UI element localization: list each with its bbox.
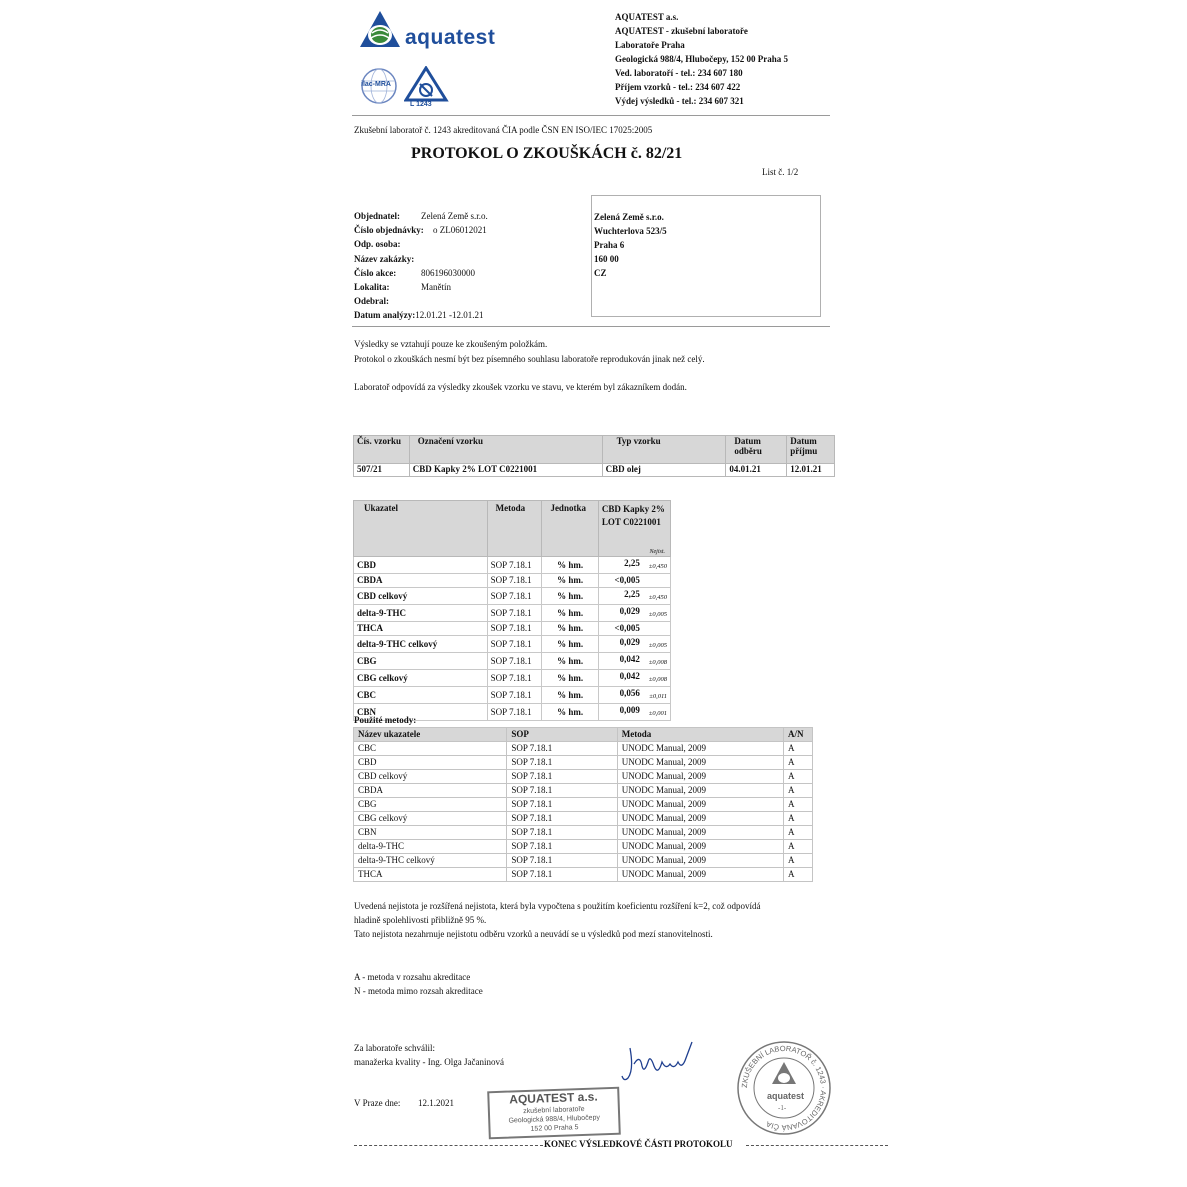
methods-title: Použité metody: (354, 715, 417, 725)
table-row (354, 854, 813, 868)
company-stamp (487, 1087, 621, 1140)
result-value: 0,056 (619, 688, 640, 698)
table-row (354, 784, 813, 798)
result-value: 0,009 (619, 705, 640, 715)
approval-line: manažerka kvality - Ing. Olga Jačaninová (354, 1057, 504, 1067)
page-title: PROTOKOL O ZKOUŠKÁCH č. 82/21 (411, 145, 683, 162)
method-accredited: A (784, 756, 813, 770)
result-method: SOP 7.18.1 (487, 605, 542, 622)
result-value-cell (598, 636, 670, 653)
footer-line-right (746, 1145, 888, 1146)
result-name: CBD (354, 557, 488, 574)
methods-col-header: SOP (507, 728, 617, 742)
cia-badge (404, 66, 452, 110)
method-accredited: A (784, 854, 813, 868)
sample-cell: CBD Kapky 2% LOT C0221001 (409, 464, 602, 477)
address-line: Praha 6 (594, 240, 625, 250)
stamp-line: 152 00 Praha 5 (530, 1124, 579, 1133)
method-name: delta-9-THC (354, 840, 507, 854)
note-line: Výsledky se vztahují pouze ke zkoušeným položkám. (354, 339, 548, 349)
table-row (354, 653, 671, 670)
sample-cell: 04.01.21 (726, 464, 787, 477)
result-unit: % hm. (542, 636, 598, 653)
result-method: SOP 7.18.1 (487, 588, 542, 605)
table-row (354, 557, 671, 574)
uncertainty-line: Uvedená nejistota je rozšířená nejistota, která byla vypočtena s použitím koeficientu rozšíření k=2, což odpovídá (354, 901, 761, 911)
uncertainty-line: hladině spolehlivosti přibližně 95 %. (354, 915, 487, 925)
method-accredited: A (784, 742, 813, 756)
result-method: SOP 7.18.1 (487, 622, 542, 636)
uncertainty-header: Nejist. (649, 549, 665, 555)
method-accredited: A (784, 868, 813, 882)
sample-cell: CBD olej (602, 464, 726, 477)
result-method: SOP 7.18.1 (487, 704, 542, 721)
note-line: Protokol o zkouškách nesmí být bez písemného souhlasu laboratoře reprodukován jinak než celý. (354, 354, 705, 364)
sheet-number: List č. 1/2 (762, 167, 799, 177)
result-method: SOP 7.18.1 (487, 574, 542, 588)
method-reference: UNODC Manual, 2009 (617, 854, 783, 868)
result-uncertainty: ±0,008 (648, 659, 667, 666)
method-sop: SOP 7.18.1 (507, 770, 617, 784)
notes (354, 337, 705, 395)
order-label: Datum analýzy: (354, 310, 416, 321)
stamp-line: Geologická 988/4, Hlubočepy (508, 1114, 601, 1125)
result-name: THCA (354, 622, 488, 636)
sample-col-header: Typ vzorku (602, 436, 726, 464)
seal-icon (736, 1040, 832, 1136)
stamp-line: zkušební laboratoře (523, 1105, 585, 1116)
method-sop: SOP 7.18.1 (507, 826, 617, 840)
order-row (354, 280, 488, 294)
sample-col-header: Datum odběru (726, 436, 787, 464)
seal-inner: aquatest (767, 1091, 805, 1101)
method-accredited: A (784, 770, 813, 784)
result-value-cell (598, 687, 670, 704)
order-info (354, 209, 488, 323)
result-value-cell (598, 622, 670, 636)
date-line (354, 1098, 454, 1108)
address-line: Wuchterlova 523/5 (594, 226, 667, 236)
result-name: delta-9-THC (354, 605, 488, 622)
table-row (354, 636, 671, 653)
method-sop: SOP 7.18.1 (507, 784, 617, 798)
methods-table-header (354, 728, 813, 742)
methods-col-header: Název ukazatele (354, 728, 507, 742)
result-value-cell (598, 557, 670, 574)
sample-col-header: Čís. vzorku (354, 436, 410, 464)
results-col-header (598, 501, 670, 557)
result-unit: % hm. (542, 687, 598, 704)
legend-line: N - metoda mimo rozsah akreditace (354, 986, 483, 996)
company-line: AQUATEST a.s. (615, 12, 679, 22)
result-unit: % hm. (542, 588, 598, 605)
method-name: CBG (354, 798, 507, 812)
legend-line: A - metoda v rozsahu akreditace (354, 972, 471, 982)
table-row (354, 464, 835, 477)
table-row (354, 840, 813, 854)
sample-col-header: Označení vzorku (409, 436, 602, 464)
result-uncertainty: ±0,450 (648, 563, 667, 570)
method-reference: UNODC Manual, 2009 (617, 784, 783, 798)
table-row (354, 798, 813, 812)
result-unit: % hm. (542, 653, 598, 670)
result-value-cell (598, 605, 670, 622)
order-value: 806196030000 (421, 267, 475, 278)
approval-block (354, 1041, 504, 1069)
method-accredited: A (784, 784, 813, 798)
method-name: CBG celkový (354, 812, 507, 826)
result-name: CBC (354, 687, 488, 704)
result-value-cell (598, 588, 670, 605)
result-name: CBDA (354, 574, 488, 588)
table-row (354, 812, 813, 826)
company-line: AQUATEST - zkušební laboratoře (615, 26, 748, 36)
result-value-cell (598, 574, 670, 588)
result-value: 0,029 (619, 606, 640, 616)
sample-cell: 12.01.21 (787, 464, 835, 477)
result-value: 2,25 (624, 558, 640, 568)
result-name: CBN (354, 704, 488, 721)
results-col-header: Jednotka (542, 501, 598, 557)
order-row (354, 209, 488, 223)
method-reference: UNODC Manual, 2009 (617, 868, 783, 882)
result-unit: % hm. (542, 557, 598, 574)
methods-col-header: Metoda (617, 728, 783, 742)
accreditation-note: Zkušební laboratoř č. 1243 akreditovaná ČIA podle ČSN EN ISO/IEC 17025:2005 (354, 125, 653, 135)
table-row (354, 670, 671, 687)
sample-col-header: Datum příjmu (787, 436, 835, 464)
order-value: o ZL06012021 (433, 225, 487, 236)
result-uncertainty: ±0,005 (648, 611, 667, 618)
company-line: Výdej výsledků - tel.: 234 607 321 (615, 96, 744, 106)
table-row (354, 756, 813, 770)
result-method: SOP 7.18.1 (487, 636, 542, 653)
table-row (354, 687, 671, 704)
result-unit: % hm. (542, 622, 598, 636)
method-sop: SOP 7.18.1 (507, 812, 617, 826)
result-unit: % hm. (542, 574, 598, 588)
results-col-header: Ukazatel (354, 501, 488, 557)
seal-number: -1- (778, 1104, 787, 1112)
company-line: Ved. laboratoří - tel.: 234 607 180 (615, 68, 743, 78)
approval-line: Za laboratoře schválil: (354, 1043, 435, 1053)
result-uncertainty: ±0,008 (648, 676, 667, 683)
order-value: 12.01.21 -12.01.21 (415, 310, 484, 321)
footer-line-left (354, 1145, 543, 1146)
address-box (591, 195, 821, 317)
table-row (354, 826, 813, 840)
result-value-cell (598, 670, 670, 687)
method-accredited: A (784, 812, 813, 826)
order-label: Objednatel: (354, 211, 400, 221)
order-label: Odp. osoba: (354, 239, 401, 250)
address-line: CZ (594, 268, 607, 278)
method-reference: UNODC Manual, 2009 (617, 798, 783, 812)
method-reference: UNODC Manual, 2009 (617, 812, 783, 826)
method-name: delta-9-THC celkový (354, 854, 507, 868)
method-accredited: A (784, 826, 813, 840)
ilac-logo (360, 67, 398, 105)
table-row (354, 742, 813, 756)
method-name: CBD (354, 756, 507, 770)
result-uncertainty: ±0,011 (649, 693, 667, 700)
method-accredited: A (784, 840, 813, 854)
company-line: Laboratoře Praha (615, 40, 685, 50)
result-value: <0,005 (614, 623, 640, 633)
order-label: Název zakázky: (354, 253, 415, 264)
method-accredited: A (784, 798, 813, 812)
result-name: delta-9-THC celkový (354, 636, 488, 653)
address-line: 160 00 (594, 254, 619, 264)
result-value: 2,25 (624, 589, 640, 599)
company-line: Příjem vzorků - tel.: 234 607 422 (615, 82, 741, 92)
method-name: CBD celkový (354, 770, 507, 784)
order-row (354, 223, 488, 237)
note-line: Laboratoř odpovídá za výsledky zkoušek vzorku ve stavu, ve kterém byl zákazníkem dodán. (354, 382, 687, 392)
sample-cell: 507/21 (354, 464, 410, 477)
order-value: Manětín (421, 282, 451, 293)
result-name: CBG celkový (354, 670, 488, 687)
table-row (354, 622, 671, 636)
result-value: 0,042 (619, 654, 640, 664)
signature (620, 1040, 700, 1090)
result-unit: % hm. (542, 704, 598, 721)
svg-text:ZKUŠEBNÍ LABORATOŘ č. 1243 · A (740, 1044, 828, 1132)
results-col-header: Metoda (487, 501, 542, 557)
method-reference: UNODC Manual, 2009 (617, 826, 783, 840)
method-sop: SOP 7.18.1 (507, 868, 617, 882)
methods-table (353, 727, 813, 882)
table-row (354, 868, 813, 882)
methods-col-header: A/N (784, 728, 813, 742)
result-name: CBD celkový (354, 588, 488, 605)
result-unit: % hm. (542, 605, 598, 622)
protocol-footer (354, 1139, 888, 1151)
result-uncertainty: ±0,450 (648, 594, 667, 601)
method-reference: UNODC Manual, 2009 (617, 756, 783, 770)
accreditation-seal (736, 1040, 832, 1136)
section-divider (352, 326, 830, 327)
order-label: Lokalita: (354, 282, 390, 293)
method-name: CBDA (354, 784, 507, 798)
stamp-line: AQUATEST a.s. (509, 1089, 598, 1107)
company-line: Geologická 988/4, Hlubočepy, 152 00 Praha 5 (615, 54, 789, 64)
method-sop: SOP 7.18.1 (507, 742, 617, 756)
method-reference: UNODC Manual, 2009 (617, 770, 783, 784)
order-label: Číslo objednávky: (354, 225, 424, 236)
method-name: THCA (354, 868, 507, 882)
order-row (354, 294, 488, 308)
table-row (354, 588, 671, 605)
order-row (354, 308, 488, 322)
method-name: CBC (354, 742, 507, 756)
result-method: SOP 7.18.1 (487, 653, 542, 670)
result-value-cell (598, 704, 670, 721)
order-value: Zelená Země s.r.o. (421, 211, 488, 221)
result-value: 0,042 (619, 671, 640, 681)
company-info (615, 10, 788, 108)
seal-text: ZKUŠEBNÍ LABORATOŘ č. 1243 · AKREDITOVANÁ ČIA (739, 1043, 829, 1133)
order-label: Číslo akce: (354, 267, 397, 278)
result-method: SOP 7.18.1 (487, 670, 542, 687)
sample-table (353, 435, 835, 477)
order-row (354, 266, 488, 280)
table-row (354, 574, 671, 588)
address-line: Zelená Země s.r.o. (594, 212, 664, 222)
ilac-label: ilac-MRA (361, 81, 391, 88)
result-value: <0,005 (614, 575, 640, 585)
result-method: SOP 7.18.1 (487, 557, 542, 574)
result-name: CBG (354, 653, 488, 670)
uncertainty-line: Tato nejistota nezahrnuje nejistotu odběru vzorků a neuvádí se u výsledků pod mezí stanovitelnosti. (354, 929, 713, 939)
order-row (354, 252, 488, 266)
method-sop: SOP 7.18.1 (507, 756, 617, 770)
header-divider (352, 115, 830, 116)
method-sop: SOP 7.18.1 (507, 840, 617, 854)
method-name: CBN (354, 826, 507, 840)
uncertainty-notes (354, 899, 760, 941)
method-reference: UNODC Manual, 2009 (617, 840, 783, 854)
table-row (354, 770, 813, 784)
accreditation-legend (354, 970, 483, 998)
cia-triangle-icon (404, 66, 452, 102)
order-label: Odebral: (354, 296, 389, 307)
footer-text: KONEC VÝSLEDKOVÉ ČÁSTI PROTOKOLU (544, 1139, 733, 1149)
method-reference: UNODC Manual, 2009 (617, 742, 783, 756)
result-uncertainty: ±0,005 (648, 642, 667, 649)
logo-text: aquatest (405, 26, 496, 49)
result-unit: % hm. (542, 670, 598, 687)
result-uncertainty: ±0,001 (648, 710, 667, 717)
table-row (354, 605, 671, 622)
sample-name: CBD Kapky 2% LOT C0221001 (601, 504, 665, 527)
results-body (354, 557, 671, 721)
result-value: 0,029 (619, 637, 640, 647)
cia-badge-label: L 1243 (410, 101, 432, 108)
sample-table-header (354, 436, 835, 464)
method-sop: SOP 7.18.1 (507, 798, 617, 812)
results-table-header (354, 501, 671, 557)
result-value-cell (598, 653, 670, 670)
result-method: SOP 7.18.1 (487, 687, 542, 704)
date-value: 12.1.2021 (418, 1098, 454, 1108)
methods-body (354, 742, 813, 882)
results-table (353, 500, 671, 721)
method-sop: SOP 7.18.1 (507, 854, 617, 868)
order-row (354, 237, 488, 251)
date-label: V Praze dne: (354, 1098, 401, 1108)
company-logo (358, 9, 548, 53)
